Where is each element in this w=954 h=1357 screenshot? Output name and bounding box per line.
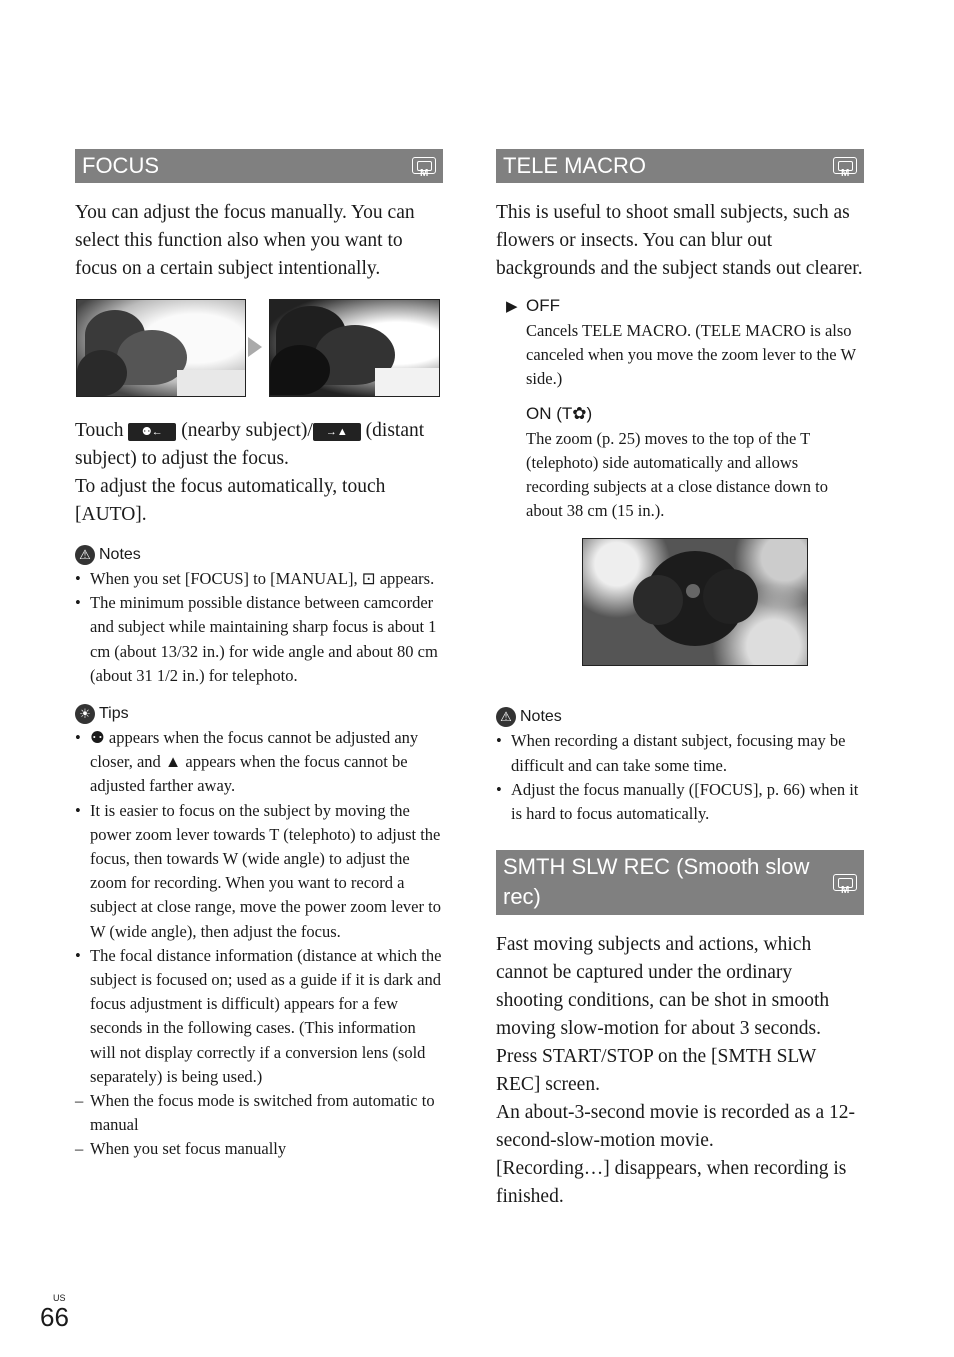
arrow-right-icon <box>248 337 262 357</box>
focus-notes-heading: ⚠ Notes <box>75 543 443 567</box>
tele-macro-notes-heading: ⚠ Notes <box>496 705 864 729</box>
option-on-desc: The zoom (p. 25) moves to the top of the T (telephoto) side automatically and allows recording subjects at a close distance down to about 38 cm (15 in.). <box>526 428 828 521</box>
list-item: • When you set [FOCUS] to [MANUAL], ⊡ appears. <box>75 567 443 591</box>
focus-intro: You can adjust the focus manually. You can select this function also when you want to focus on a certain subject intentionally. <box>75 202 415 279</box>
list-item: • The minimum possible distance between camcorder and subject while maintaining sharp focus is about 1 cm (about 13/32 in.) for wide angle and about 80 cm (about 31 1/2 in.) for telephoto. <box>75 591 443 688</box>
focus-header <box>75 149 443 183</box>
photo-after <box>269 299 440 397</box>
page-number-value: 66 <box>40 1302 69 1332</box>
selected-marker-icon: ▶ <box>506 299 518 315</box>
nearby-subject-button[interactable]: ⚉← <box>128 423 176 441</box>
movie-mode-icon: M <box>833 874 857 891</box>
smth-p3: An about-3-second movie is recorded as a 12-second-slow-motion movie. <box>496 1102 856 1152</box>
tele-macro-section <box>496 149 864 1211</box>
tip-case: – When you set focus manually <box>75 1137 443 1161</box>
focus-tips-list <box>75 726 443 1089</box>
person-icon: ⚉ <box>90 728 105 748</box>
photo-before <box>76 299 246 397</box>
movie-mode-icon: M <box>833 157 857 174</box>
list-item: • The focal distance information (distance at which the subject is focused on; used as a guide if it is dark and focus adjustment is difficult) appears for a few seconds in the following cases. (This information will not display correctly if a conversion lens (sold separately) is being used.) <box>75 944 443 1089</box>
focus-auto-text: To adjust the focus automatically, touch [AUTO]. <box>75 476 386 525</box>
tele-macro-header <box>496 149 864 183</box>
smth-p1: Fast moving subjects and actions, which cannot be captured under the ordinary shooting conditions, can be shot in smooth moving slow-motion for about 3 seconds. <box>496 934 830 1040</box>
focus-touch-text: Touch ⚉← (nearby subject)/ →▲ (distant subject) to adjust the focus. <box>75 420 425 469</box>
option-on <box>496 403 864 524</box>
tele-macro-title: TELE MACRO <box>503 153 647 178</box>
option-off-label: OFF <box>526 296 560 315</box>
notes-icon: ⚠ <box>75 545 95 565</box>
flower-photo <box>582 538 808 666</box>
focus-tips-heading: ☀ Tips <box>75 702 443 726</box>
smth-title: SMTH SLW REC (Smooth slow rec) <box>503 854 810 910</box>
focus-section <box>75 149 443 1162</box>
tele-macro-notes-list <box>496 729 864 826</box>
list-item: • It is easier to focus on the subject by moving the power zoom lever towards T (telephoto) to adjust the focus, then towards W (wide angle) to adjust the zoom for recording. When you want to record a subject at close range, move the power zoom lever to W (wide angle), then adjust the focus. <box>75 799 443 944</box>
notes-icon: ⚠ <box>496 707 516 727</box>
smth-p2: Press START/STOP on the [SMTH SLW REC] screen. <box>496 1046 816 1096</box>
page-number <box>40 1293 69 1331</box>
tips-icon: ☀ <box>75 704 95 724</box>
list-item: • When recording a distant subject, focusing may be difficult and can take some time. <box>496 729 864 777</box>
page-region: US <box>53 1293 66 1303</box>
focus-notes-list <box>75 567 443 688</box>
tele-macro-intro: This is useful to shoot small subjects, such as flowers or insects. You can blur out backgrounds and the subject stands out clearer. <box>496 202 863 279</box>
option-on-label: ON (T✿) <box>526 403 593 423</box>
focus-photos <box>75 299 443 397</box>
smth-header <box>496 850 864 915</box>
list-item: • ⚉ appears when the focus cannot be adjusted any closer, and ▲ appears when the focus cannot be adjusted farther away. <box>75 726 443 799</box>
list-item: • Adjust the focus manually ([FOCUS], p. 66) when it is hard to focus automatically. <box>496 778 864 826</box>
option-off <box>496 295 864 392</box>
movie-mode-icon: M <box>412 157 436 174</box>
distant-subject-button[interactable]: →▲ <box>313 423 361 441</box>
smth-p4: [Recording…] disappears, when recording is finished. <box>496 1158 847 1208</box>
option-off-desc: Cancels TELE MACRO. (TELE MACRO is also canceled when you move the zoom lever to the W side.) <box>526 321 856 389</box>
tip-case: – When the focus mode is switched from automatic to manual <box>75 1089 443 1137</box>
focus-title: FOCUS <box>82 153 159 178</box>
